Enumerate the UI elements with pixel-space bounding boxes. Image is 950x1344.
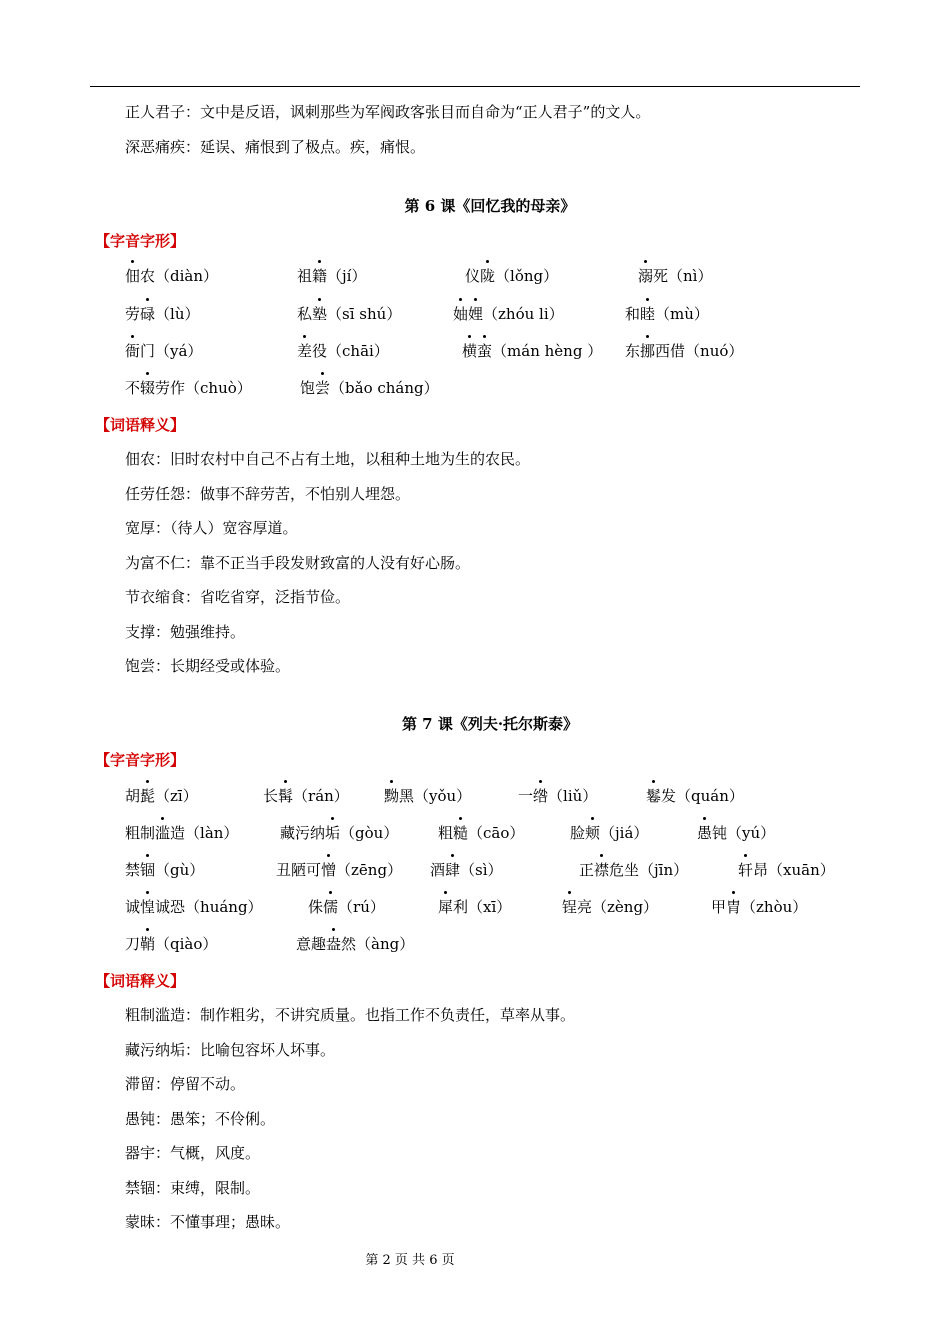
pronunciation-item: 鬈发（quán） (646, 787, 744, 805)
dotted-character: 儒 (323, 898, 339, 916)
pronunciation-item: 甲胄（zhòu） (711, 898, 808, 916)
dotted-character: 髭 (140, 787, 156, 805)
dotted-character: 辍 (140, 379, 156, 397)
dotted-character: 衙 (125, 342, 141, 360)
pronunciation-item: 差役（chāi） (297, 342, 389, 360)
dotted-character: 佃 (125, 267, 141, 285)
pronunciation-item: 丑陋可憎（zēng） (276, 861, 403, 879)
dotted-character: 惶 (140, 898, 156, 916)
definition-line: 任劳任怨：做事不辞劳苦，不怕别人埋怨。 (125, 484, 411, 503)
definition-line: 为富不仁：靠不正当手段发财致富的人没有好心肠。 (125, 553, 471, 572)
lesson7-title: 第 7 课《列夫·托尔斯泰》 (401, 715, 579, 733)
dotted-character: 锃 (562, 898, 578, 916)
dotted-character: 溺 (638, 267, 654, 285)
pronunciation-item: 衙门（yá） (125, 342, 203, 360)
pronunciation-item: 脸颊（jiá） (570, 824, 649, 842)
pronunciation-item: 酒肆（sì） (430, 861, 503, 879)
pronunciation-item: 侏儒（rú） (308, 898, 385, 916)
pronunciation-item: 仪陇（lǒng） (465, 267, 559, 285)
dotted-character: 蛮 (477, 342, 493, 360)
pronunciation-item: 不辍劳作（chuò） (125, 379, 252, 397)
pronunciation-item: 粗制滥造（làn） (125, 824, 239, 842)
pronunciation-item: 东挪西借（nuó） (625, 342, 744, 360)
dotted-character: 籍 (312, 267, 328, 285)
dotted-character: 锢 (140, 861, 156, 879)
pronunciation-item: 饱尝（bǎo cháng） (300, 379, 439, 397)
dotted-character: 挪 (640, 342, 656, 360)
dotted-character: 绺 (533, 787, 549, 805)
definition-line: 节衣缩食：省吃省穿，泛指节俭。 (125, 588, 351, 606)
dotted-character: 垢 (325, 824, 341, 842)
dotted-character: 横 (462, 342, 478, 360)
definition-line: 佃农：旧时农村中自己不占有土地，以租种土地为生的农民。 (125, 450, 531, 468)
dotted-character: 塾 (312, 305, 328, 323)
pronunciation-item: 犀利（xī） (438, 898, 512, 916)
header-rule (90, 86, 860, 87)
dotted-character: 妯 (453, 305, 469, 323)
lesson7-def-heading: 【词语释义】 (95, 972, 186, 990)
definition-line: 滞留：停留不动。 (125, 1075, 246, 1093)
pronunciation-item: 横蛮（mán hèng ） (462, 342, 603, 360)
dotted-character: 差 (297, 342, 313, 360)
dotted-character: 轩 (738, 861, 754, 879)
pronunciation-item: 长髯（rán） (263, 787, 349, 805)
page-footer: 第 2 页 共 6 页 (365, 1253, 455, 1268)
dotted-character: 髯 (278, 787, 294, 805)
dotted-character: 娌 (468, 305, 484, 323)
pronunciation-item: 藏污纳垢（gòu） (280, 824, 399, 842)
definition-line: 愚钝：愚笨；不伶俐。 (125, 1109, 276, 1128)
top-definition-line: 正人君子：文中是反语，讽刺那些为军阀政客张目而自命为“正人君子”的文人。 (125, 103, 651, 121)
dotted-character: 滥 (155, 824, 171, 842)
definition-line: 支撑：勉强维持。 (125, 622, 246, 641)
dotted-character: 糙 (453, 824, 469, 842)
lesson6-def-heading: 【词语释义】 (95, 416, 186, 434)
lesson6-title: 第 6 课《回忆我的母亲》 (404, 197, 576, 215)
pronunciation-item: 祖籍（jí） (297, 267, 367, 285)
definition-line: 饱尝：长期经受或体验。 (125, 657, 291, 675)
pronunciation-item: 刀鞘（qiào） (125, 935, 218, 953)
dotted-character: 鬈 (646, 787, 662, 805)
definition-line: 禁锢：束缚，限制。 (125, 1178, 261, 1197)
dotted-character: 襟 (594, 861, 610, 879)
definition-line: 藏污纳垢：比喻包容坏人坏事。 (125, 1040, 336, 1059)
pronunciation-item: 一绺（liǔ） (518, 787, 598, 805)
pronunciation-item: 诚惶诚恐（huáng） (125, 898, 263, 916)
pronunciation-item: 佃农（diàn） (125, 267, 219, 285)
dotted-character: 盎 (326, 935, 342, 953)
dotted-character: 尝 (315, 379, 331, 397)
pronunciation-item: 劳碌（lù） (125, 305, 200, 323)
pronunciation-item: 轩昂（xuān） (738, 861, 835, 879)
pronunciation-item: 锃亮（zèng） (562, 898, 659, 916)
pronunciation-item: 和睦（mù） (625, 305, 709, 323)
lesson7-pron-heading: 【字音字形】 (95, 751, 186, 769)
dotted-character: 碌 (140, 305, 156, 323)
top-definition-line: 深恶痛疾：延误、痛恨到了极点。疾，痛恨。 (125, 138, 426, 156)
pronunciation-item: 粗糙（cāo） (438, 824, 525, 842)
pronunciation-item: 正襟危坐（jīn） (579, 861, 689, 879)
definition-line: 粗制滥造：制作粗劣，不讲究质量。也指工作不负责任，草率从事。 (125, 1006, 576, 1024)
pronunciation-item: 愚钝（yú） (697, 824, 776, 842)
dotted-character: 犀 (438, 898, 454, 916)
dotted-character: 鞘 (140, 935, 156, 953)
dotted-character: 憎 (321, 861, 337, 879)
definition-line: 蒙昧：不懂事理；愚昧。 (125, 1213, 291, 1231)
pronunciation-item: 胡髭（zī） (125, 787, 198, 805)
dotted-character: 愚 (697, 824, 713, 842)
dotted-character: 睦 (640, 305, 656, 323)
pronunciation-item: 妯娌（zhóu li） (453, 305, 564, 323)
pronunciation-item: 私塾（sī shú） (297, 305, 402, 323)
pronunciation-item: 意趣盎然（àng） (296, 935, 415, 953)
pronunciation-item: 黝黑（yǒu） (384, 787, 472, 805)
lesson6-pron-heading: 【字音字形】 (95, 232, 186, 250)
dotted-character: 黝 (384, 787, 400, 805)
pronunciation-item: 禁锢（gù） (125, 861, 205, 879)
dotted-character: 颊 (585, 824, 601, 842)
definition-line: 宽厚：（待人）宽容厚道。 (125, 519, 298, 537)
dotted-character: 胄 (726, 898, 742, 916)
dotted-character: 陇 (480, 267, 496, 285)
dotted-character: 肆 (445, 861, 461, 879)
pronunciation-item: 溺死（nì） (638, 267, 713, 285)
definition-line: 器宇：气概，风度。 (125, 1144, 261, 1162)
